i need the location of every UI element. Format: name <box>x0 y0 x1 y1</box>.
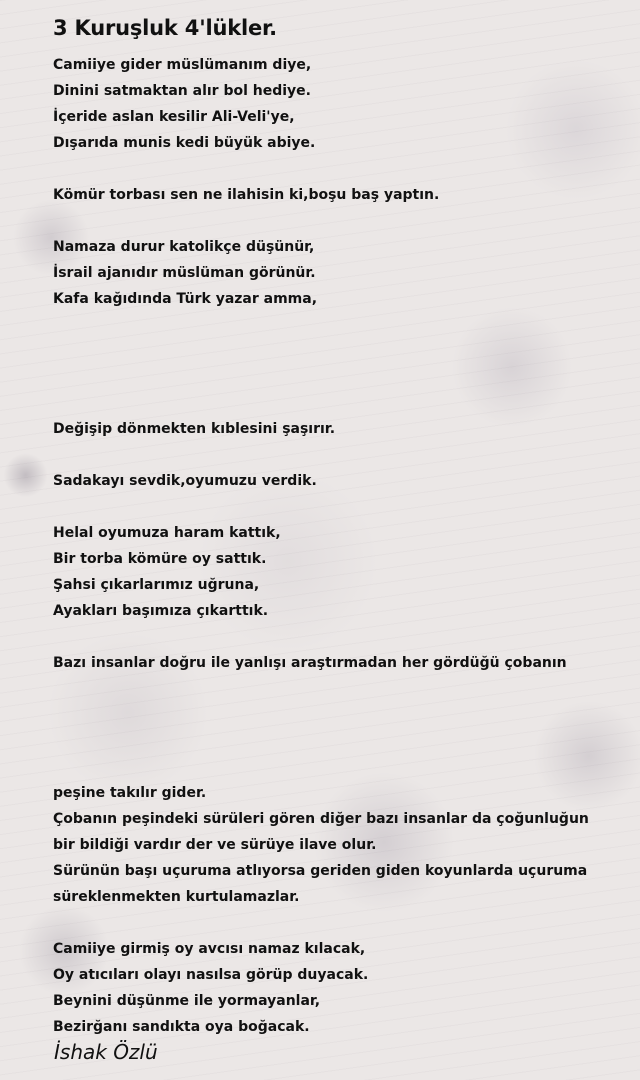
poem-line: Namaza durur katolikçe düşünür, <box>53 239 315 255</box>
poem-line: süreklenmekten kurtulamazlar. <box>53 889 300 905</box>
poem-line: Helal oyumuza haram kattık, <box>53 525 281 541</box>
poem-line: Camiiye gider müslümanım diye, <box>53 57 312 73</box>
poem-blank-line <box>53 624 613 650</box>
poem-line: peşine takılır gider. <box>53 785 207 801</box>
poem-line: Sürünün başı uçuruma atlıyorsa geriden giden koyunlarda uçuruma <box>53 863 588 879</box>
poem-line: Bazı insanlar doğru ile yanlışı araştırmadan her gördüğü çobanın <box>53 655 567 671</box>
poem-container <box>53 14 613 1040</box>
poem-blank-line <box>53 208 613 234</box>
poem-line: Çobanın peşindeki sürüleri gören diğer bazı insanlar da çoğunluğun <box>53 811 589 827</box>
poem-blank-line <box>53 442 613 468</box>
poem-line: Ayakları başımıza çıkarttık. <box>53 603 269 619</box>
poem-blank-line <box>53 754 613 780</box>
poem-line: Bezirğanı sandıkta oya boğacak. <box>53 1019 310 1035</box>
poem-blank-line <box>53 494 613 520</box>
poem-blank-line <box>53 156 613 182</box>
poem-line: bir bildiği vardır der ve sürüye ilave olur. <box>53 837 377 853</box>
poem-line: Camiiye girmiş oy avcısı namaz kılacak, <box>53 941 366 957</box>
poem-line: Bir torba kömüre oy sattık. <box>53 551 267 567</box>
poem-line: Dinini satmaktan alır bol hediye. <box>53 83 311 99</box>
poem-line: İsrail ajanıdır müslüman görünür. <box>53 265 316 281</box>
poem-line: Oy atıcıları olayı nasılsa görüp duyacak. <box>53 967 369 983</box>
poem-blank-line <box>53 312 613 338</box>
poem-blank-line <box>53 702 613 728</box>
poem-line: Sadakayı sevdik,oyumuzu verdik. <box>53 473 317 489</box>
poem-line: İçeride aslan kesilir Ali-Veli'ye, <box>53 109 295 125</box>
poem-title: 3 Kuruşluk 4'lükler. <box>53 16 277 40</box>
poem-blank-line <box>53 910 613 936</box>
poem-blank-line <box>53 390 613 416</box>
poem-body <box>53 52 613 1040</box>
poem-blank-line <box>53 728 613 754</box>
poem-line: Şahsi çıkarlarımız uğruna, <box>53 577 260 593</box>
poem-blank-line <box>53 676 613 702</box>
poem-author: İshak Özlü <box>54 1040 158 1064</box>
poem-line: Kömür torbası sen ne ilahisin ki,boşu baş yaptın. <box>53 187 440 203</box>
poem-blank-line <box>53 364 613 390</box>
poem-line: Kafa kağıdında Türk yazar amma, <box>53 291 318 307</box>
poem-blank-line <box>53 338 613 364</box>
poem-line: Değişip dönmekten kıblesini şaşırır. <box>53 421 336 437</box>
poem-line: Dışarıda munis kedi büyük abiye. <box>53 135 316 151</box>
poem-line: Beynini düşünme ile yormayanlar, <box>53 993 321 1009</box>
